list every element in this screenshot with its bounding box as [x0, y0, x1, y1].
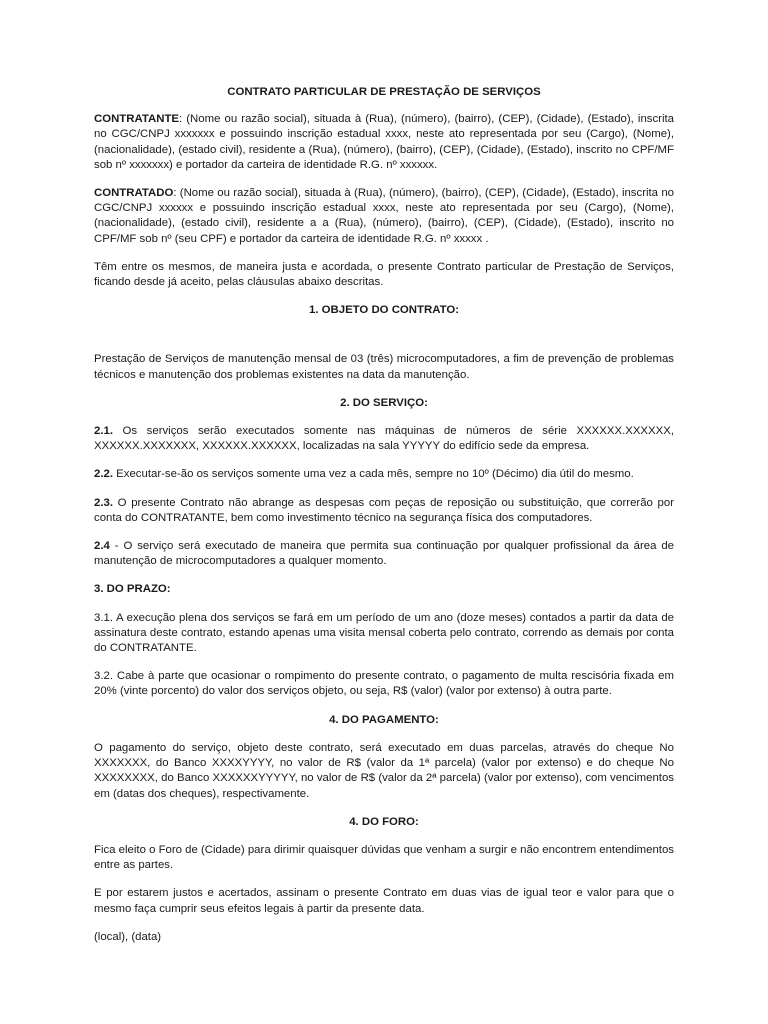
contratante-text: : (Nome ou razão social), situada à (Rua), (número), (bairro), (CEP), (Cidade), (Estado), inscrita no CGC/CNPJ xxxxxxx e possuindo inscrição estadual xxxx, neste ato representada por seu (Cargo), (Nome), (nacionalidade), (estado civil), residente a (Rua), (número), (bairro), (CEP), (Cidade), (Estado), inscrito no CPF/MF sob nº xxxxxxx) e portador da carteira de identidade R.G. nº xxxxxx. — [94, 113, 674, 171]
section-heading-servico: 2. DO SERVIÇO: — [340, 396, 428, 409]
contratante-label: CONTRATANTE — [94, 113, 179, 126]
foro-paragraph: Fica eleito o Foro de (Cidade) para dirimir quaisquer dúvidas que venham a surgir e não encontrem entendimentos entre as partes. — [94, 843, 674, 872]
closing-paragraph: E por estarem justos e acertados, assinam o presente Contrato em duas vias de igual teor e valor para que o mesmo faça cumprir seus efeitos legais à partir da presente data. — [94, 887, 674, 915]
document-title: CONTRATO PARTICULAR DE PRESTAÇÃO DE SERVIÇOS — [227, 86, 541, 98]
pagamento-paragraph: O pagamento do serviço, objeto deste contrato, será executado em duas parcelas, através do cheque No XXXXXXX, do Banco XXXXYYYY, no valor de R$ (valor da 1ª parcela) (valor por extenso) e do cheque No XXXXXXXX, do Banco XXXXXXYYYYY, no valor de R$ (valor da 2ª parcela) (valor por extenso), com vencimentos em (datas dos cheques), respectivamente. — [94, 741, 674, 800]
contratado-paragraph — [94, 186, 674, 247]
clause-text: - O serviço será executado de maneira que permita sua continuação por qualquer profissional da área de manutenção de microcomputadores a qualquer momento. — [94, 540, 674, 568]
clause-number: 2.4 — [94, 540, 110, 553]
clause-number: 2.2. — [94, 468, 113, 481]
clause-2-4 — [94, 539, 674, 569]
clause-2-1 — [94, 424, 674, 454]
section-heading-objeto: 1. OBJETO DO CONTRATO: — [309, 304, 459, 317]
contratante-paragraph — [94, 112, 674, 173]
objeto-paragraph: Prestação de Serviços de manutenção mensal de 03 (três) microcomputadores, a fim de prevenção de problemas técnicos e manutenção dos problemas existentes na data da manutenção. — [94, 353, 674, 381]
clause-text: Os serviços serão executados somente nas máquinas de números de série XXXXXX.XXXXXX, XXXXXX.XXXXXXX, XXXXXX.XXXXXX, localizadas na sala YYYYY do edifício sede da empresa. — [94, 425, 674, 453]
intro-paragraph: Têm entre os mesmos, de maneira justa e acordada, o presente Contrato particular de Prestação de Serviços, ficando desde já aceito, pelas cláusulas abaixo descritas. — [94, 260, 674, 289]
section-heading-prazo: 3. DO PRAZO: — [94, 583, 171, 596]
clause-text: Executar-se-ão os serviços somente uma vez a cada mês, sempre no 10º (Décimo) dia útil do mesmo. — [113, 468, 634, 481]
clause-3-2: 3.2. Cabe à parte que ocasionar o rompimento do presente contrato, o pagamento de multa rescisória fixada em 20% (vinte porcento) do valor dos serviços objeto, ou seja, R$ (valor) (valor por extenso) à outra parte. — [94, 670, 674, 698]
section-heading-foro: 4. DO FORO: — [349, 815, 419, 828]
clause-2-2 — [94, 467, 674, 482]
clause-2-3 — [94, 496, 674, 526]
place-date: (local), (data) — [94, 930, 162, 943]
clause-text: O presente Contrato não abrange as despesas com peças de reposição ou substituição, que correrão por conta do CONTRATANTE, bem como investimento técnico na segurança física dos computadores. — [94, 496, 674, 524]
section-heading-pagamento: 4. DO PAGAMENTO: — [329, 713, 439, 726]
clause-number: 2.1. — [94, 425, 113, 438]
contratado-text: : (Nome ou razão social), situada à (Rua), (número), (bairro), (CEP), (Cidade), (Estado), inscrita no CGC/CNPJ xxxxxx e possuindo inscrição estadual xxxx, neste ato representada por seu (Cargo), (Nome), (nacionalidade), (estado civil), residente a a (Rua), (número), (bairro), (CEP), (Cidade), (Estado), inscrito no CPF/MF sob nº (seu CPF) e portador da carteira de identidade R.G. nº xxxxx . — [94, 187, 674, 245]
clause-number: 2.3. — [94, 496, 113, 509]
clause-3-1: 3.1. A execução plena dos serviços se fará em um período de um ano (doze meses) contados a partir da data de assinatura deste contrato, estando apenas uma visita mensal coberta pelo contrato, correndo as demais por conta do CONTRATANTE. — [94, 611, 674, 655]
document-body — [94, 85, 674, 958]
contratado-label: CONTRATADO — [94, 187, 174, 200]
